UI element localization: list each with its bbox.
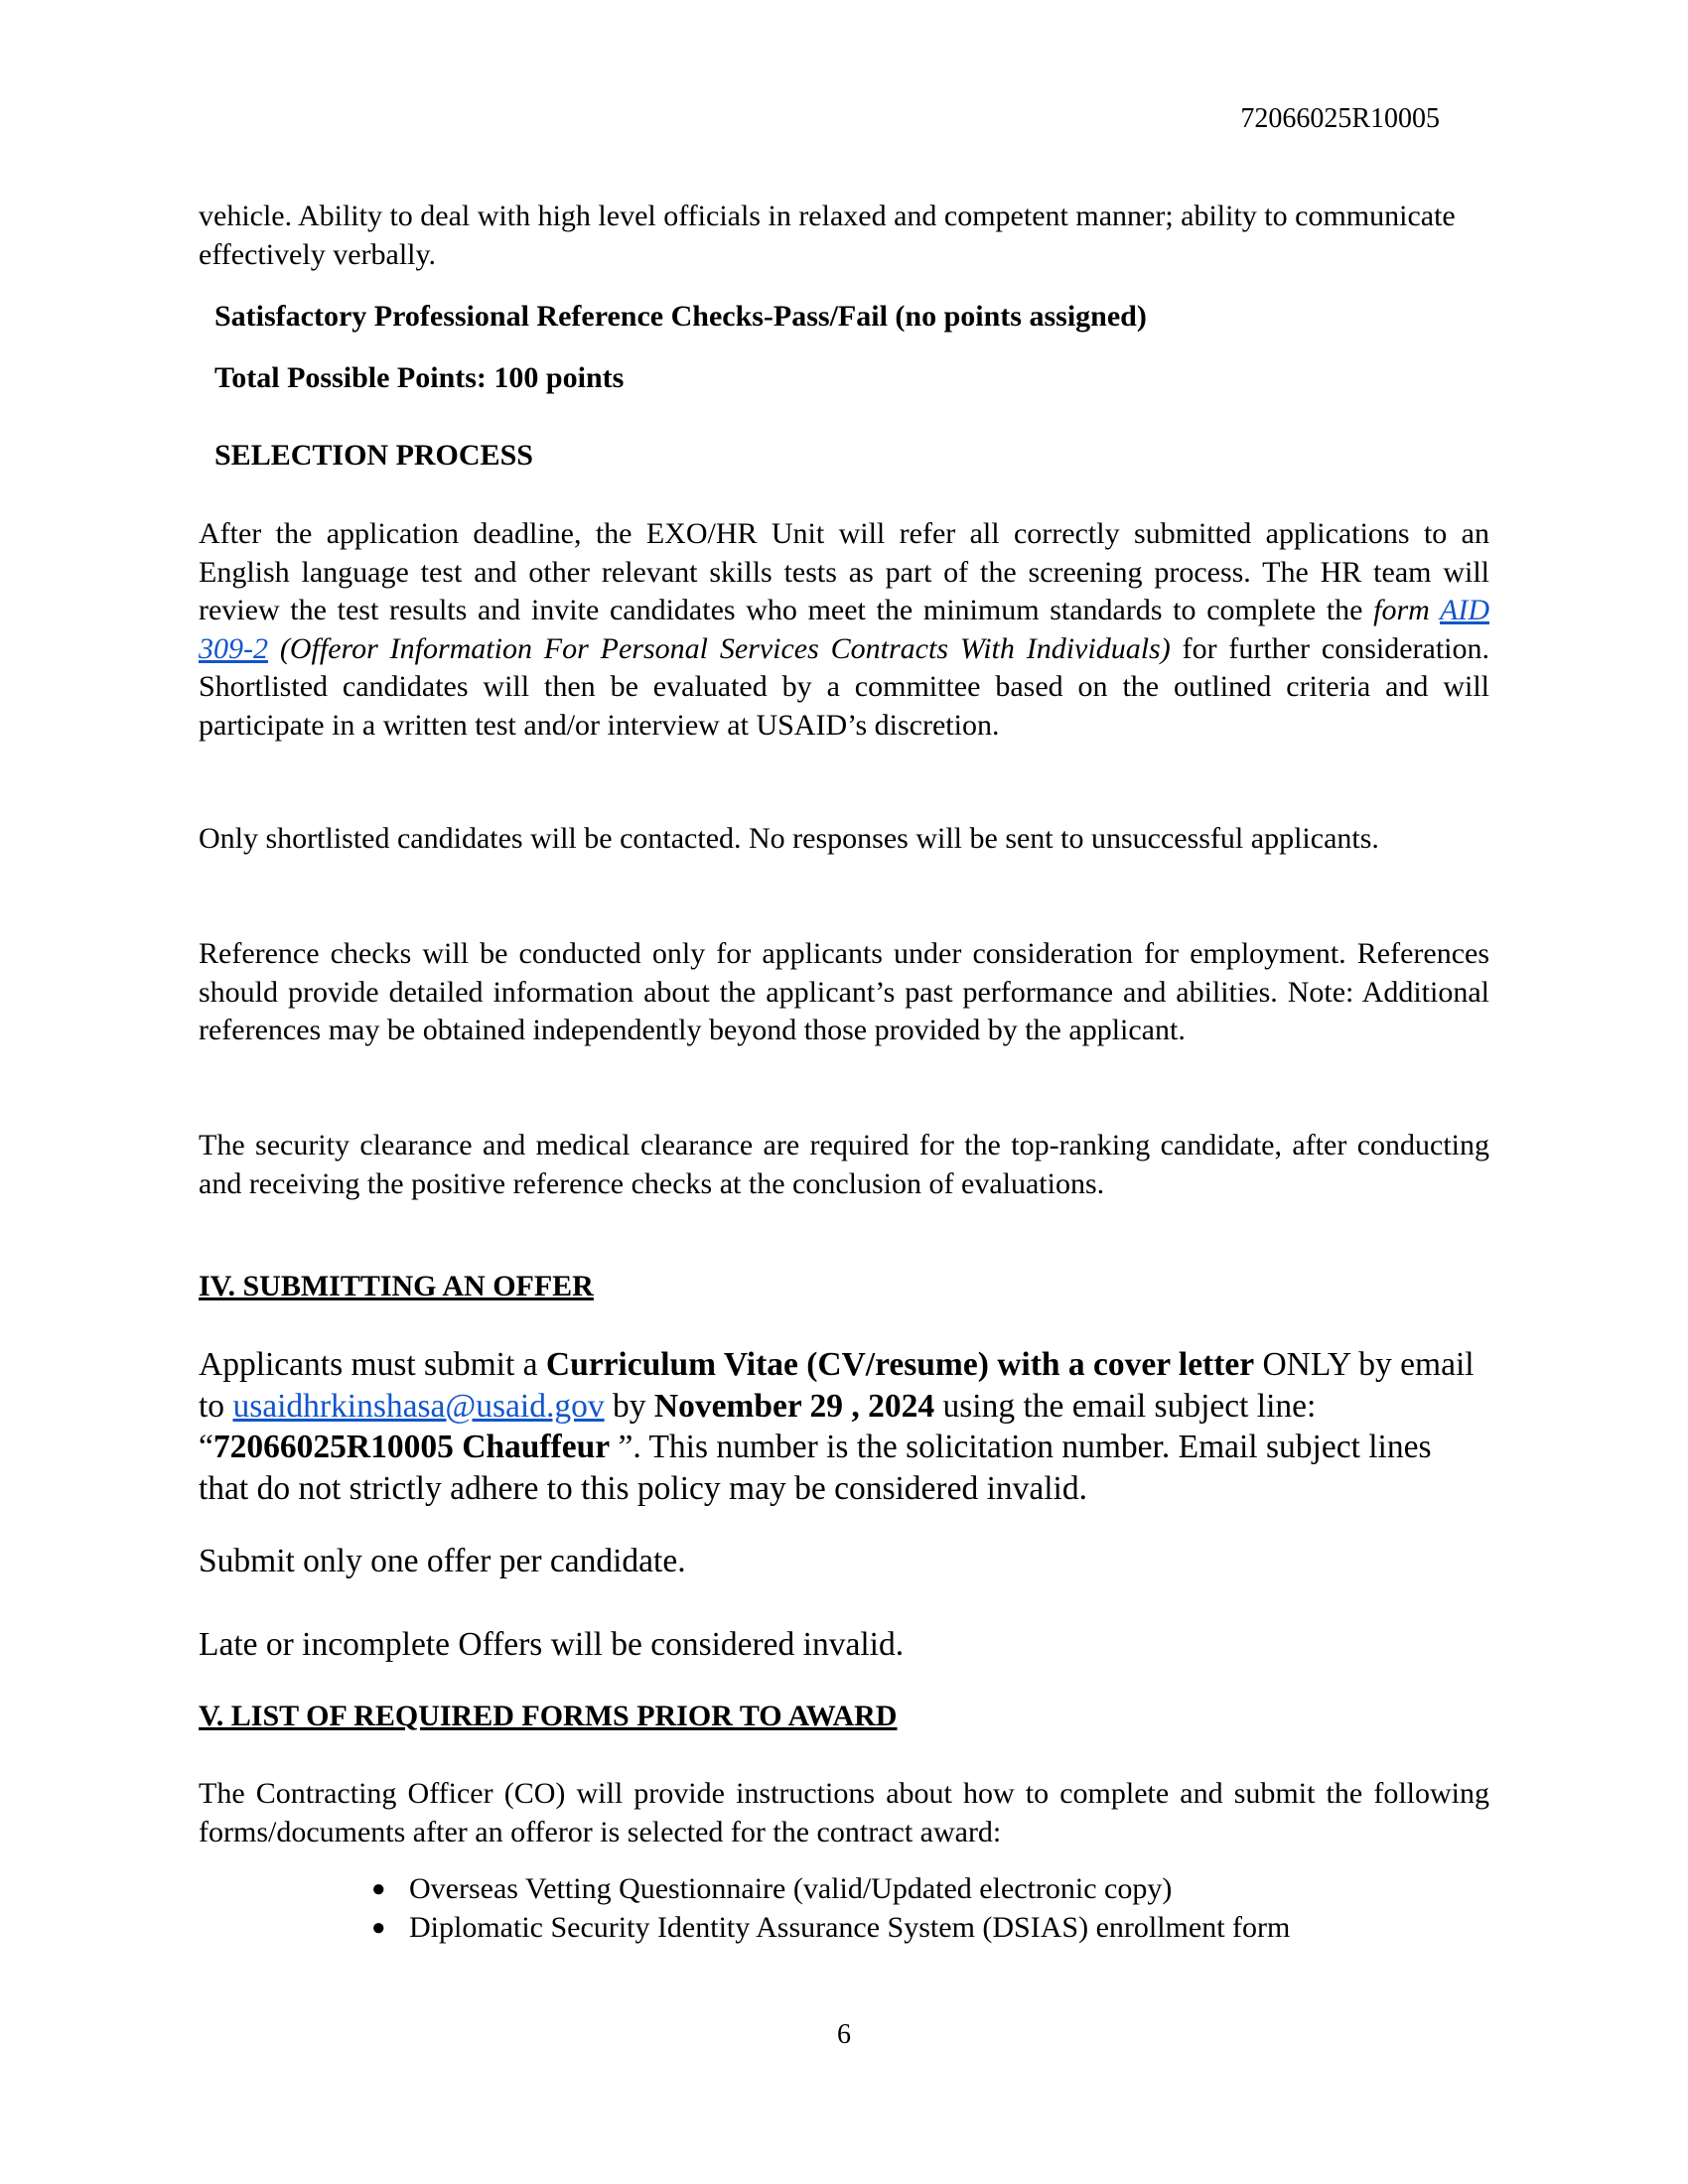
- offer-text-5: ”. This number is the solicitation number. Email subject lines that do not strictly adhere to this policy may be considered invalid.: [199, 1429, 1432, 1507]
- deadline-date: November 29 , 2024: [653, 1387, 935, 1425]
- page-number: 6: [837, 2019, 851, 2050]
- submitting-offer-paragraph: [199, 1344, 1489, 1509]
- form-word: form: [1373, 594, 1430, 626]
- selection-process-paragraph-4: The security clearance and medical clearance are required for the top-ranking candidate, after conducting and receiving the positive reference checks at the conclusion of evaluations.: [199, 1129, 1489, 1200]
- hr-email-link[interactable]: usaidhrkinshasa@usaid.gov: [232, 1387, 605, 1425]
- offer-text-4: using the email subject line: “: [199, 1387, 1317, 1465]
- selection-process-heading: SELECTION PROCESS: [214, 439, 533, 472]
- total-points-line: Total Possible Points: 100 points: [214, 361, 625, 394]
- form-title: (Offeror Information For Personal Services Contracts With Individuals): [279, 631, 1171, 665]
- required-forms-heading: V. LIST OF REQUIRED FORMS PRIOR TO AWARD: [199, 1700, 898, 1732]
- offer-text-2: ONLY by email to: [199, 1346, 1475, 1425]
- one-offer-line: Submit only one offer per candidate.: [199, 1543, 686, 1579]
- late-offers-line: Late or incomplete Offers will be considered invalid.: [199, 1626, 905, 1663]
- cv-requirement: Curriculum Vitae (CV/resume) with a cover letter: [545, 1346, 1255, 1383]
- selection-text-before-form: After the application deadline, the EXO/HR Unit will refer all correctly submitted applications to an English language test and other relevant skills tests as part of the screening process. The HR team will review the test results and invite candidates who meet the minimum standards to complete the: [199, 517, 1489, 626]
- offer-text-3: by: [604, 1387, 654, 1425]
- reference-checks-line: Satisfactory Professional Reference Checks-Pass/Fail (no points assigned): [214, 300, 1147, 333]
- solicitation-number-header: 72066025R10005: [1240, 103, 1440, 134]
- selection-text-after-form: for further consideration. Shortlisted candidates will then be evaluated by a committee based on the outlined criteria and will participate in a written test and/or interview at USAID’s discretion.: [199, 631, 1490, 742]
- list-item: ● Diplomatic Security Identity Assurance System (DSIAS) enrollment form: [367, 1909, 1509, 1948]
- aid-309-2-link[interactable]: AID 309-2: [199, 594, 1489, 665]
- offer-text-1: Applicants must submit a: [199, 1346, 546, 1383]
- email-subject-line: 72066025R10005 Chauffeur: [212, 1429, 611, 1465]
- list-item: ● Overseas Vetting Questionnaire (valid/Updated electronic copy): [367, 1870, 1509, 1909]
- selection-process-paragraph-2: Only shortlisted candidates will be contacted. No responses will be sent to unsuccessful applicants.: [199, 822, 1379, 855]
- intro-paragraph: vehicle. Ability to deal with high level officials in relaxed and competent manner; ability to communicate effectively verbally.: [199, 200, 1456, 271]
- selection-process-paragraph-3: Reference checks will be conducted only for applicants under consideration for employment. References should provide detailed information about the applicant’s past performance and abilities. Note: Additional references may be obtained independently beyond those provided by the applicant.: [199, 937, 1489, 1046]
- submitting-offer-heading: IV. SUBMITTING AN OFFER: [199, 1270, 594, 1302]
- required-forms-list: [367, 1870, 1509, 1947]
- required-forms-intro: The Contracting Officer (CO) will provide instructions about how to complete and submit the following forms/documents after an offeror is selected for the contract award:: [199, 1777, 1489, 1848]
- selection-process-paragraph-1: [199, 515, 1489, 745]
